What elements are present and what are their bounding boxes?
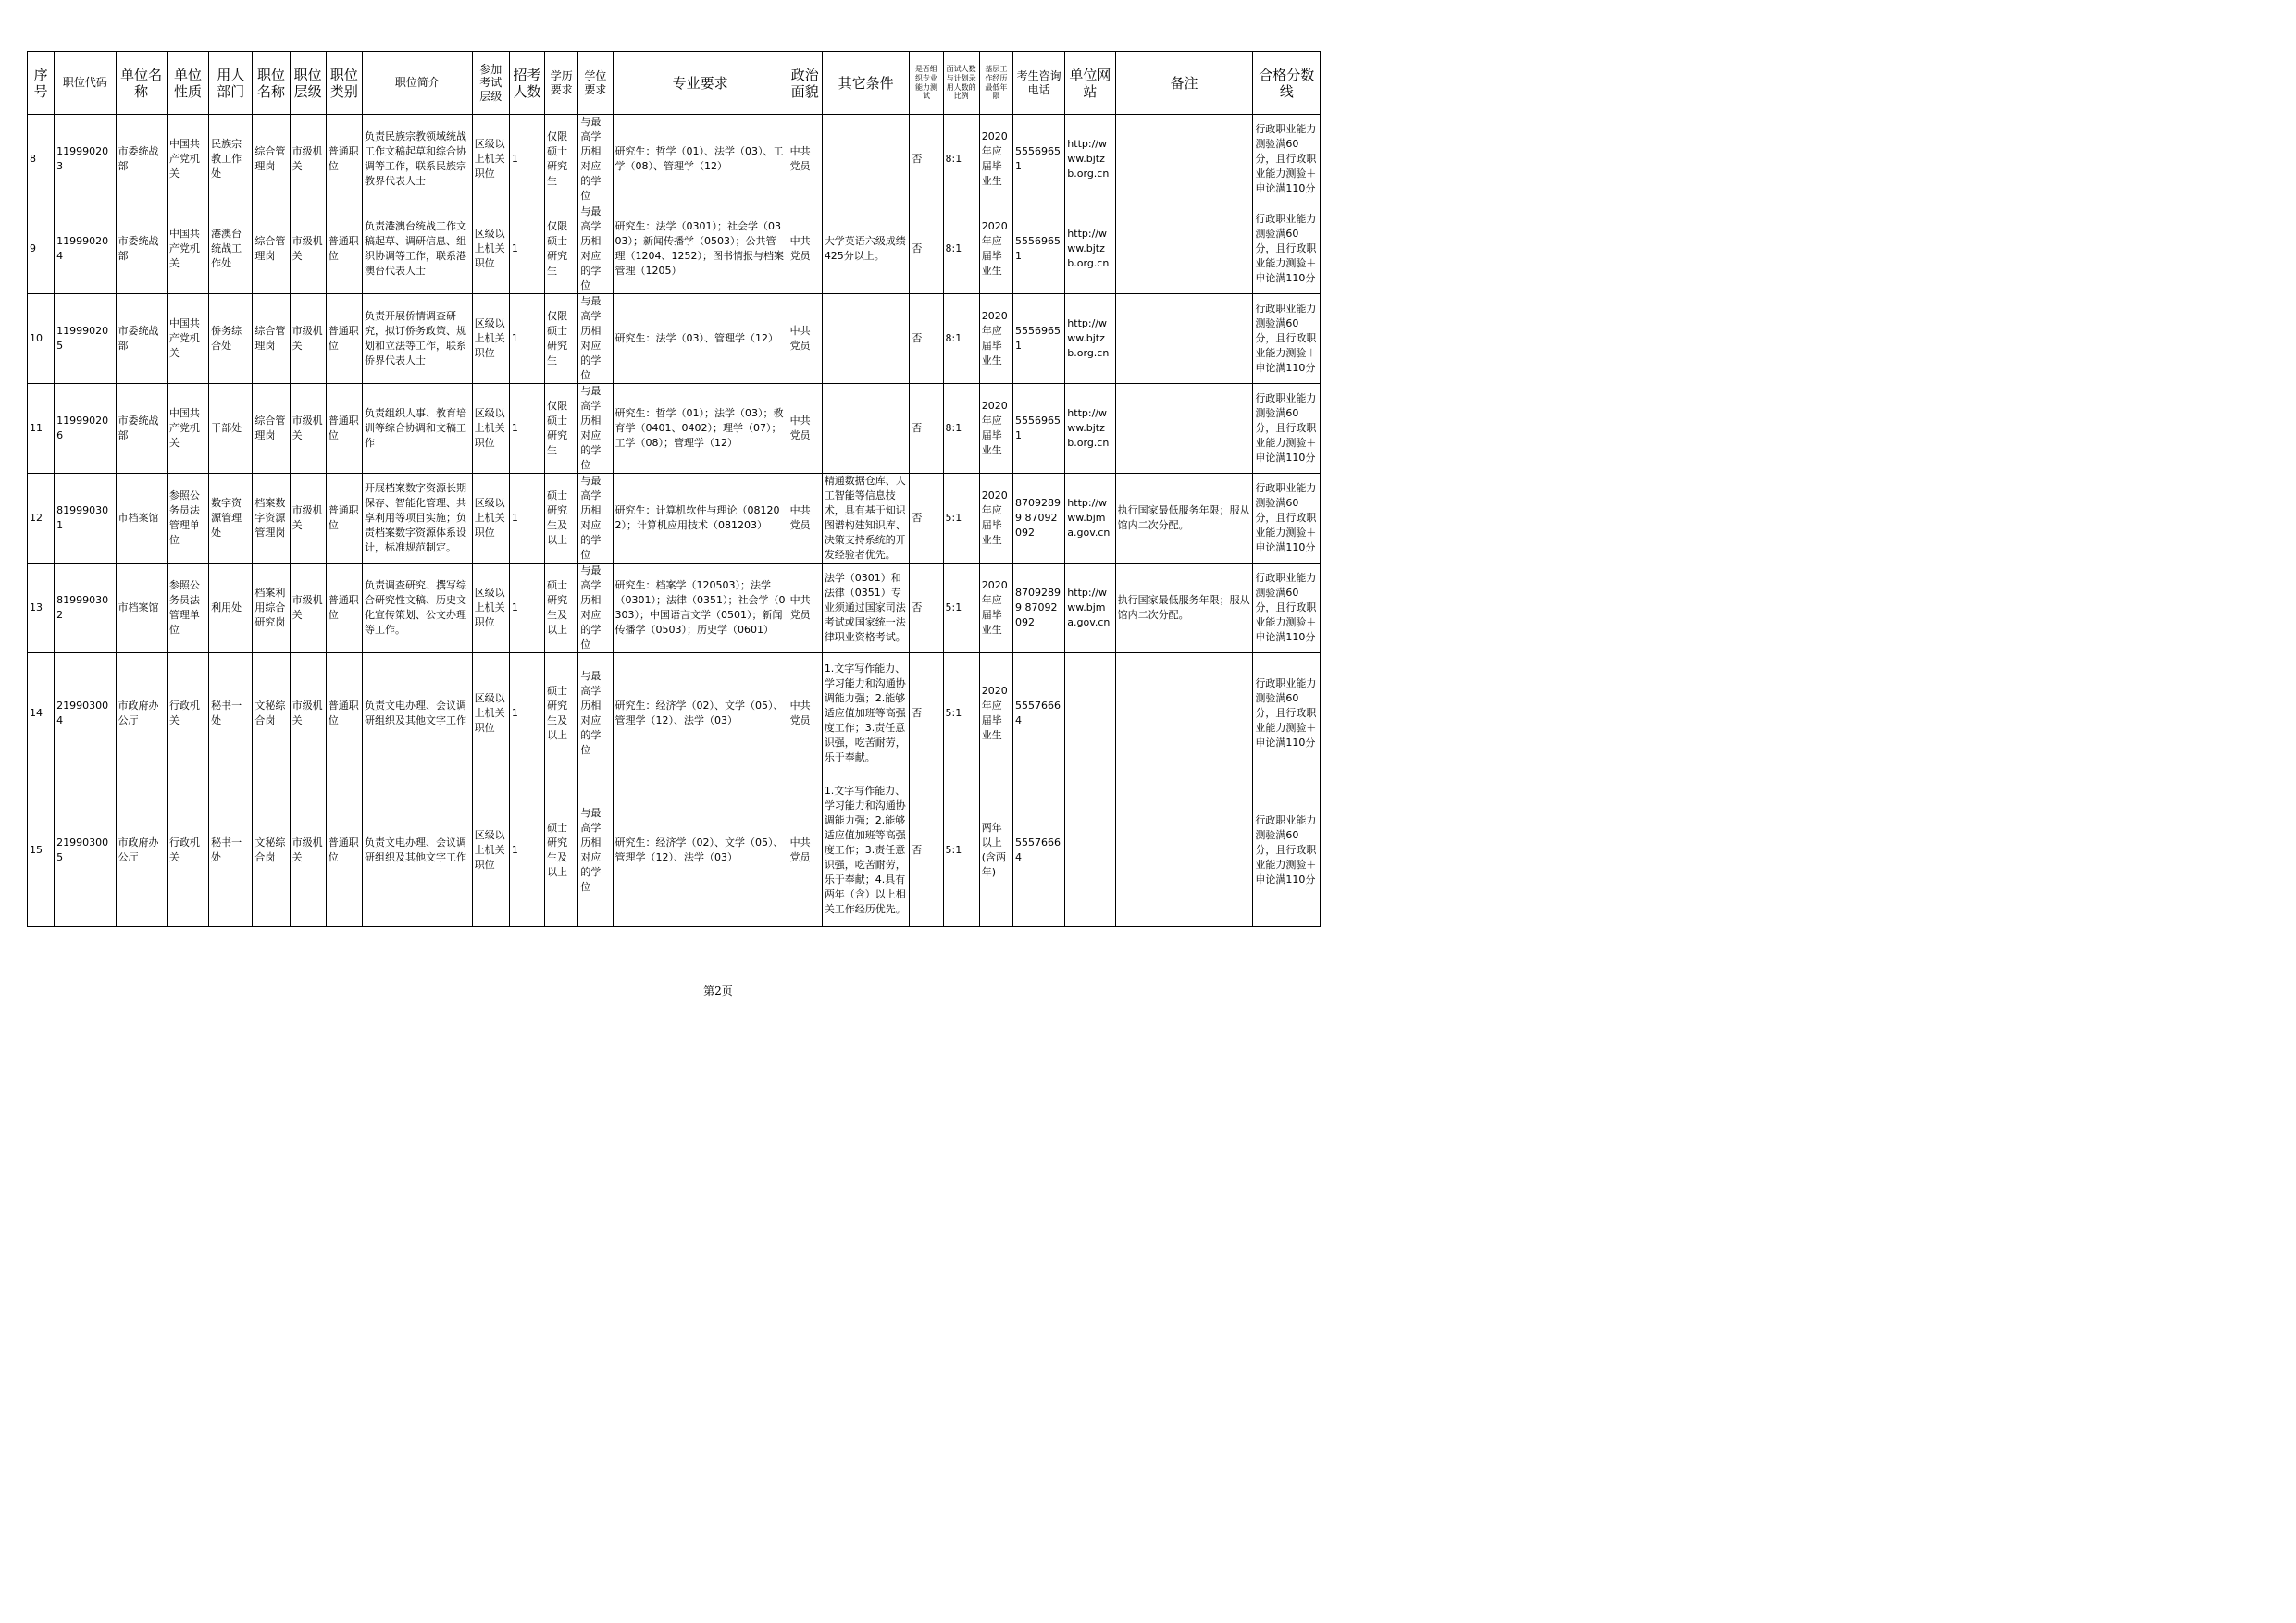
cell-degree: 与最高学历相对应的学位 xyxy=(578,474,613,564)
cell-pos-name: 档案利用综合研究岗 xyxy=(253,564,290,653)
cell-ratio: 5:1 xyxy=(943,653,979,774)
cell-experience: 2020年应届毕业生 xyxy=(979,564,1012,653)
cell-pos-type: 普通职位 xyxy=(326,384,362,474)
cell-pos-name: 综合管理岗 xyxy=(253,384,290,474)
cell-experience: 2020年应届毕业生 xyxy=(979,204,1012,294)
cell-pro-test: 否 xyxy=(910,294,943,384)
cell-pro-test: 否 xyxy=(910,474,943,564)
cell-experience: 两年以上(含两年) xyxy=(979,774,1012,927)
cell-political: 中共党员 xyxy=(788,204,822,294)
cell-exam-level: 区级以上机关职位 xyxy=(472,294,509,384)
cell-pos-name: 综合管理岗 xyxy=(253,294,290,384)
cell-unit-nature: 中国共产党机关 xyxy=(167,384,208,474)
header-edu: 学历要求 xyxy=(545,52,578,115)
cell-seq: 9 xyxy=(28,204,55,294)
cell-unit-name: 市档案馆 xyxy=(116,474,167,564)
cell-pos-level: 市级机关 xyxy=(290,294,326,384)
cell-phone: 87092899 87092092 xyxy=(1012,564,1064,653)
cell-edu: 仅限硕士研究生 xyxy=(545,204,578,294)
cell-quota: 1 xyxy=(509,474,544,564)
cell-pro-test: 否 xyxy=(910,204,943,294)
cell-unit-nature: 行政机关 xyxy=(167,653,208,774)
cell-cutoff: 行政职业能力测验满60分，且行政职业能力测验＋申论满110分 xyxy=(1253,115,1321,204)
cell-code: 819990302 xyxy=(55,564,116,653)
cell-website: http://www.bjtzb.org.cn xyxy=(1065,294,1115,384)
cell-experience: 2020年应届毕业生 xyxy=(979,115,1012,204)
cell-edu: 硕士研究生及以上 xyxy=(545,474,578,564)
cell-unit-name: 市档案馆 xyxy=(116,564,167,653)
cell-political: 中共党员 xyxy=(788,774,822,927)
cell-pos-level: 市级机关 xyxy=(290,384,326,474)
cell-website xyxy=(1065,653,1115,774)
cell-quota: 1 xyxy=(509,204,544,294)
cell-major: 研究生：计算机软件与理论（081202）；计算机应用技术（081203） xyxy=(613,474,788,564)
cell-remarks xyxy=(1115,294,1253,384)
header-cutoff: 合格分数线 xyxy=(1253,52,1321,115)
header-code: 职位代码 xyxy=(55,52,116,115)
cell-intro: 负责港澳台统战工作文稿起草、调研信息、组织协调等工作，联系港澳台代表人士 xyxy=(363,204,473,294)
cell-phone: 55569651 xyxy=(1012,294,1064,384)
header-experience: 基层工作经历最低年限 xyxy=(979,52,1012,115)
cell-intro: 负责调查研究、撰写综合研究性文稿、历史文化宣传策划、公文办理等工作。 xyxy=(363,564,473,653)
cell-cutoff: 行政职业能力测验满60分，且行政职业能力测验＋申论满110分 xyxy=(1253,384,1321,474)
cell-unit-name: 市委统战部 xyxy=(116,294,167,384)
cell-edu: 硕士研究生及以上 xyxy=(545,564,578,653)
header-pos-level: 职位层级 xyxy=(290,52,326,115)
cell-ratio: 8:1 xyxy=(943,294,979,384)
cell-cutoff: 行政职业能力测验满60分，且行政职业能力测验＋申论满110分 xyxy=(1253,774,1321,927)
cell-degree: 与最高学历相对应的学位 xyxy=(578,564,613,653)
cell-pos-name: 档案数字资源管理岗 xyxy=(253,474,290,564)
cell-cutoff: 行政职业能力测验满60分，且行政职业能力测验＋申论满110分 xyxy=(1253,294,1321,384)
cell-major: 研究生：哲学（01）；法学（03）；教育学（0401、0402）；理学（07）；工学（08）；管理学（12） xyxy=(613,384,788,474)
cell-other: 法学（0301）和法律（0351）专业须通过国家司法考试或国家统一法律职业资格考试。 xyxy=(822,564,910,653)
cell-seq: 15 xyxy=(28,774,55,927)
cell-exam-level: 区级以上机关职位 xyxy=(472,384,509,474)
cell-other: 大学英语六级成绩425分以上。 xyxy=(822,204,910,294)
cell-pro-test: 否 xyxy=(910,115,943,204)
cell-exam-level: 区级以上机关职位 xyxy=(472,115,509,204)
cell-degree: 与最高学历相对应的学位 xyxy=(578,294,613,384)
cell-quota: 1 xyxy=(509,115,544,204)
cell-dept: 干部处 xyxy=(209,384,253,474)
cell-political: 中共党员 xyxy=(788,294,822,384)
cell-seq: 12 xyxy=(28,474,55,564)
cell-website: http://www.bjtzb.org.cn xyxy=(1065,204,1115,294)
header-phone: 考生咨询电话 xyxy=(1012,52,1064,115)
cell-pos-type: 普通职位 xyxy=(326,115,362,204)
cell-dept: 民族宗教工作处 xyxy=(209,115,253,204)
table-row xyxy=(28,653,1321,774)
cell-dept: 秘书一处 xyxy=(209,774,253,927)
cell-edu: 仅限硕士研究生 xyxy=(545,384,578,474)
cell-pos-type: 普通职位 xyxy=(326,204,362,294)
cell-major: 研究生：档案学（120503）；法学（0301）；法律（0351）；社会学（0303）；中国语言文学（0501）；新闻传播学（0503）；历史学（0601） xyxy=(613,564,788,653)
cell-major: 研究生：经济学（02）、文学（05）、管理学（12）、法学（03） xyxy=(613,774,788,927)
cell-ratio: 5:1 xyxy=(943,564,979,653)
cell-cutoff: 行政职业能力测验满60分，且行政职业能力测验＋申论满110分 xyxy=(1253,653,1321,774)
cell-degree: 与最高学历相对应的学位 xyxy=(578,115,613,204)
cell-political: 中共党员 xyxy=(788,564,822,653)
cell-unit-name: 市委统战部 xyxy=(116,115,167,204)
cell-cutoff: 行政职业能力测验满60分，且行政职业能力测验＋申论满110分 xyxy=(1253,564,1321,653)
cell-intro: 开展档案数字资源长期保存、智能化管理、共享利用等项目实施；负责档案数字资源体系设计，标准规范制定。 xyxy=(363,474,473,564)
cell-unit-name: 市政府办公厅 xyxy=(116,653,167,774)
cell-pro-test: 否 xyxy=(910,564,943,653)
cell-code: 119990203 xyxy=(55,115,116,204)
table-row xyxy=(28,474,1321,564)
header-pos-name: 职位名称 xyxy=(253,52,290,115)
cell-major: 研究生：经济学（02）、文学（05）、管理学（12）、法学（03） xyxy=(613,653,788,774)
cell-pos-type: 普通职位 xyxy=(326,774,362,927)
cell-exam-level: 区级以上机关职位 xyxy=(472,204,509,294)
cell-website: http://www.bjma.gov.cn xyxy=(1065,564,1115,653)
cell-unit-nature: 中国共产党机关 xyxy=(167,204,208,294)
cell-other xyxy=(822,294,910,384)
cell-ratio: 8:1 xyxy=(943,204,979,294)
cell-pro-test: 否 xyxy=(910,384,943,474)
cell-dept: 侨务综合处 xyxy=(209,294,253,384)
cell-remarks xyxy=(1115,384,1253,474)
cell-experience: 2020年应届毕业生 xyxy=(979,474,1012,564)
cell-phone: 55576664 xyxy=(1012,774,1064,927)
header-pos-type: 职位类别 xyxy=(326,52,362,115)
cell-code: 819990301 xyxy=(55,474,116,564)
table-row xyxy=(28,384,1321,474)
table-row xyxy=(28,774,1321,927)
cell-website: http://www.bjtzb.org.cn xyxy=(1065,384,1115,474)
cell-intro: 负责民族宗教领域统战工作文稿起草和综合协调等工作，联系民族宗教界代表人士 xyxy=(363,115,473,204)
cell-other: 1.文字写作能力、学习能力和沟通协调能力强；2.能够适应值加班等高强度工作；3.责任意识强，吃苦耐劳，乐于奉献。 xyxy=(822,653,910,774)
cell-seq: 10 xyxy=(28,294,55,384)
header-pro-test: 是否组织专业能力测试 xyxy=(910,52,943,115)
cell-dept: 秘书一处 xyxy=(209,653,253,774)
cell-major: 研究生：哲学（01）、法学（03）、工学（08）、管理学（12） xyxy=(613,115,788,204)
cell-degree: 与最高学历相对应的学位 xyxy=(578,774,613,927)
cell-edu: 仅限硕士研究生 xyxy=(545,294,578,384)
cell-pos-name: 综合管理岗 xyxy=(253,115,290,204)
cell-quota: 1 xyxy=(509,384,544,474)
cell-website: http://www.bjtzb.org.cn xyxy=(1065,115,1115,204)
cell-website xyxy=(1065,774,1115,927)
cell-seq: 11 xyxy=(28,384,55,474)
cell-experience: 2020年应届毕业生 xyxy=(979,653,1012,774)
cell-code: 119990206 xyxy=(55,384,116,474)
cell-exam-level: 区级以上机关职位 xyxy=(472,653,509,774)
cell-pos-type: 普通职位 xyxy=(326,294,362,384)
cell-pos-type: 普通职位 xyxy=(326,564,362,653)
cell-edu: 硕士研究生及以上 xyxy=(545,774,578,927)
cell-pos-level: 市级机关 xyxy=(290,474,326,564)
cell-political: 中共党员 xyxy=(788,653,822,774)
cell-unit-nature: 行政机关 xyxy=(167,774,208,927)
cell-dept: 港澳台统战工作处 xyxy=(209,204,253,294)
cell-intro: 负责文电办理、会议调研组织及其他文字工作 xyxy=(363,774,473,927)
table-header-row xyxy=(28,52,1321,115)
table-body xyxy=(28,115,1321,927)
cell-degree: 与最高学历相对应的学位 xyxy=(578,204,613,294)
cell-exam-level: 区级以上机关职位 xyxy=(472,474,509,564)
header-remarks: 备注 xyxy=(1115,52,1253,115)
cell-phone: 87092899 87092092 xyxy=(1012,474,1064,564)
cell-remarks xyxy=(1115,204,1253,294)
cell-phone: 55569651 xyxy=(1012,384,1064,474)
cell-pos-level: 市级机关 xyxy=(290,564,326,653)
header-unit-name: 单位名称 xyxy=(116,52,167,115)
cell-other: 1.文字写作能力、学习能力和沟通协调能力强；2.能够适应值加班等高强度工作；3.责任意识强，吃苦耐劳，乐于奉献；4.具有两年（含）以上相关工作经历优先。 xyxy=(822,774,910,927)
cell-major: 研究生：法学（0301）；社会学（0303）；新闻传播学（0503）；公共管理（1204、1252）；图书情报与档案管理（1205） xyxy=(613,204,788,294)
cell-phone: 55569651 xyxy=(1012,115,1064,204)
cell-ratio: 8:1 xyxy=(943,384,979,474)
cell-exam-level: 区级以上机关职位 xyxy=(472,774,509,927)
job-positions-table xyxy=(27,51,1321,927)
cell-unit-name: 市委统战部 xyxy=(116,384,167,474)
cell-political: 中共党员 xyxy=(788,474,822,564)
header-political: 政治面貌 xyxy=(788,52,822,115)
table-row xyxy=(28,564,1321,653)
cell-quota: 1 xyxy=(509,774,544,927)
cell-intro: 负责文电办理、会议调研组织及其他文字工作 xyxy=(363,653,473,774)
cell-exam-level: 区级以上机关职位 xyxy=(472,564,509,653)
cell-pos-level: 市级机关 xyxy=(290,653,326,774)
cell-pos-name: 文秘综合岗 xyxy=(253,653,290,774)
cell-code: 219903005 xyxy=(55,774,116,927)
cell-cutoff: 行政职业能力测验满60分，且行政职业能力测验＋申论满110分 xyxy=(1253,204,1321,294)
cell-code: 219903004 xyxy=(55,653,116,774)
cell-seq: 8 xyxy=(28,115,55,204)
cell-experience: 2020年应届毕业生 xyxy=(979,384,1012,474)
cell-unit-nature: 中国共产党机关 xyxy=(167,115,208,204)
header-seq: 序号 xyxy=(28,52,55,115)
cell-other xyxy=(822,384,910,474)
cell-pro-test: 否 xyxy=(910,774,943,927)
header-degree: 学位要求 xyxy=(578,52,613,115)
header-other: 其它条件 xyxy=(822,52,910,115)
header-website: 单位网站 xyxy=(1065,52,1115,115)
cell-other xyxy=(822,115,910,204)
cell-remarks: 执行国家最低服务年限；服从馆内二次分配。 xyxy=(1115,564,1253,653)
cell-major: 研究生：法学（03）、管理学（12） xyxy=(613,294,788,384)
cell-unit-name: 市委统战部 xyxy=(116,204,167,294)
cell-pos-level: 市级机关 xyxy=(290,204,326,294)
cell-phone: 55576664 xyxy=(1012,653,1064,774)
cell-political: 中共党员 xyxy=(788,115,822,204)
cell-ratio: 5:1 xyxy=(943,774,979,927)
header-exam-level: 参加考试层级 xyxy=(472,52,509,115)
table-row xyxy=(28,294,1321,384)
cell-degree: 与最高学历相对应的学位 xyxy=(578,384,613,474)
page-number: 第2页 xyxy=(703,985,733,997)
cell-remarks: 执行国家最低服务年限；服从馆内二次分配。 xyxy=(1115,474,1253,564)
cell-unit-nature: 参照公务员法管理单位 xyxy=(167,564,208,653)
cell-remarks xyxy=(1115,774,1253,927)
cell-edu: 仅限硕士研究生 xyxy=(545,115,578,204)
cell-experience: 2020年应届毕业生 xyxy=(979,294,1012,384)
cell-pos-level: 市级机关 xyxy=(290,774,326,927)
cell-pos-level: 市级机关 xyxy=(290,115,326,204)
cell-unit-nature: 参照公务员法管理单位 xyxy=(167,474,208,564)
cell-pos-type: 普通职位 xyxy=(326,474,362,564)
cell-edu: 硕士研究生及以上 xyxy=(545,653,578,774)
cell-degree: 与最高学历相对应的学位 xyxy=(578,653,613,774)
header-dept: 用人部门 xyxy=(209,52,253,115)
cell-phone: 55569651 xyxy=(1012,204,1064,294)
cell-seq: 14 xyxy=(28,653,55,774)
cell-intro: 负责组织人事、教育培训等综合协调和文稿工作 xyxy=(363,384,473,474)
cell-dept: 数字资源管理处 xyxy=(209,474,253,564)
cell-pos-name: 文秘综合岗 xyxy=(253,774,290,927)
cell-political: 中共党员 xyxy=(788,384,822,474)
header-unit-nature: 单位性质 xyxy=(167,52,208,115)
cell-intro: 负责开展侨情调查研究，拟订侨务政策、规划和立法等工作，联系侨界代表人士 xyxy=(363,294,473,384)
cell-other: 精通数据仓库、人工智能等信息技术，具有基于知识图谱构建知识库、决策支持系统的开发经验者优先。 xyxy=(822,474,910,564)
cell-cutoff: 行政职业能力测验满60分，且行政职业能力测验＋申论满110分 xyxy=(1253,474,1321,564)
cell-ratio: 8:1 xyxy=(943,115,979,204)
cell-pro-test: 否 xyxy=(910,653,943,774)
header-ratio: 面试人数与计划录用人数的比例 xyxy=(943,52,979,115)
table-row xyxy=(28,115,1321,204)
cell-code: 119990205 xyxy=(55,294,116,384)
cell-remarks xyxy=(1115,115,1253,204)
cell-pos-name: 综合管理岗 xyxy=(253,204,290,294)
header-quota: 招考人数 xyxy=(509,52,544,115)
header-major: 专业要求 xyxy=(613,52,788,115)
cell-quota: 1 xyxy=(509,564,544,653)
cell-remarks xyxy=(1115,653,1253,774)
cell-dept: 利用处 xyxy=(209,564,253,653)
cell-website: http://www.bjma.gov.cn xyxy=(1065,474,1115,564)
cell-ratio: 5:1 xyxy=(943,474,979,564)
cell-quota: 1 xyxy=(509,294,544,384)
table-row xyxy=(28,204,1321,294)
cell-pos-type: 普通职位 xyxy=(326,653,362,774)
header-intro: 职位简介 xyxy=(363,52,473,115)
cell-unit-name: 市政府办公厅 xyxy=(116,774,167,927)
cell-seq: 13 xyxy=(28,564,55,653)
cell-quota: 1 xyxy=(509,653,544,774)
cell-code: 119990204 xyxy=(55,204,116,294)
cell-unit-nature: 中国共产党机关 xyxy=(167,294,208,384)
